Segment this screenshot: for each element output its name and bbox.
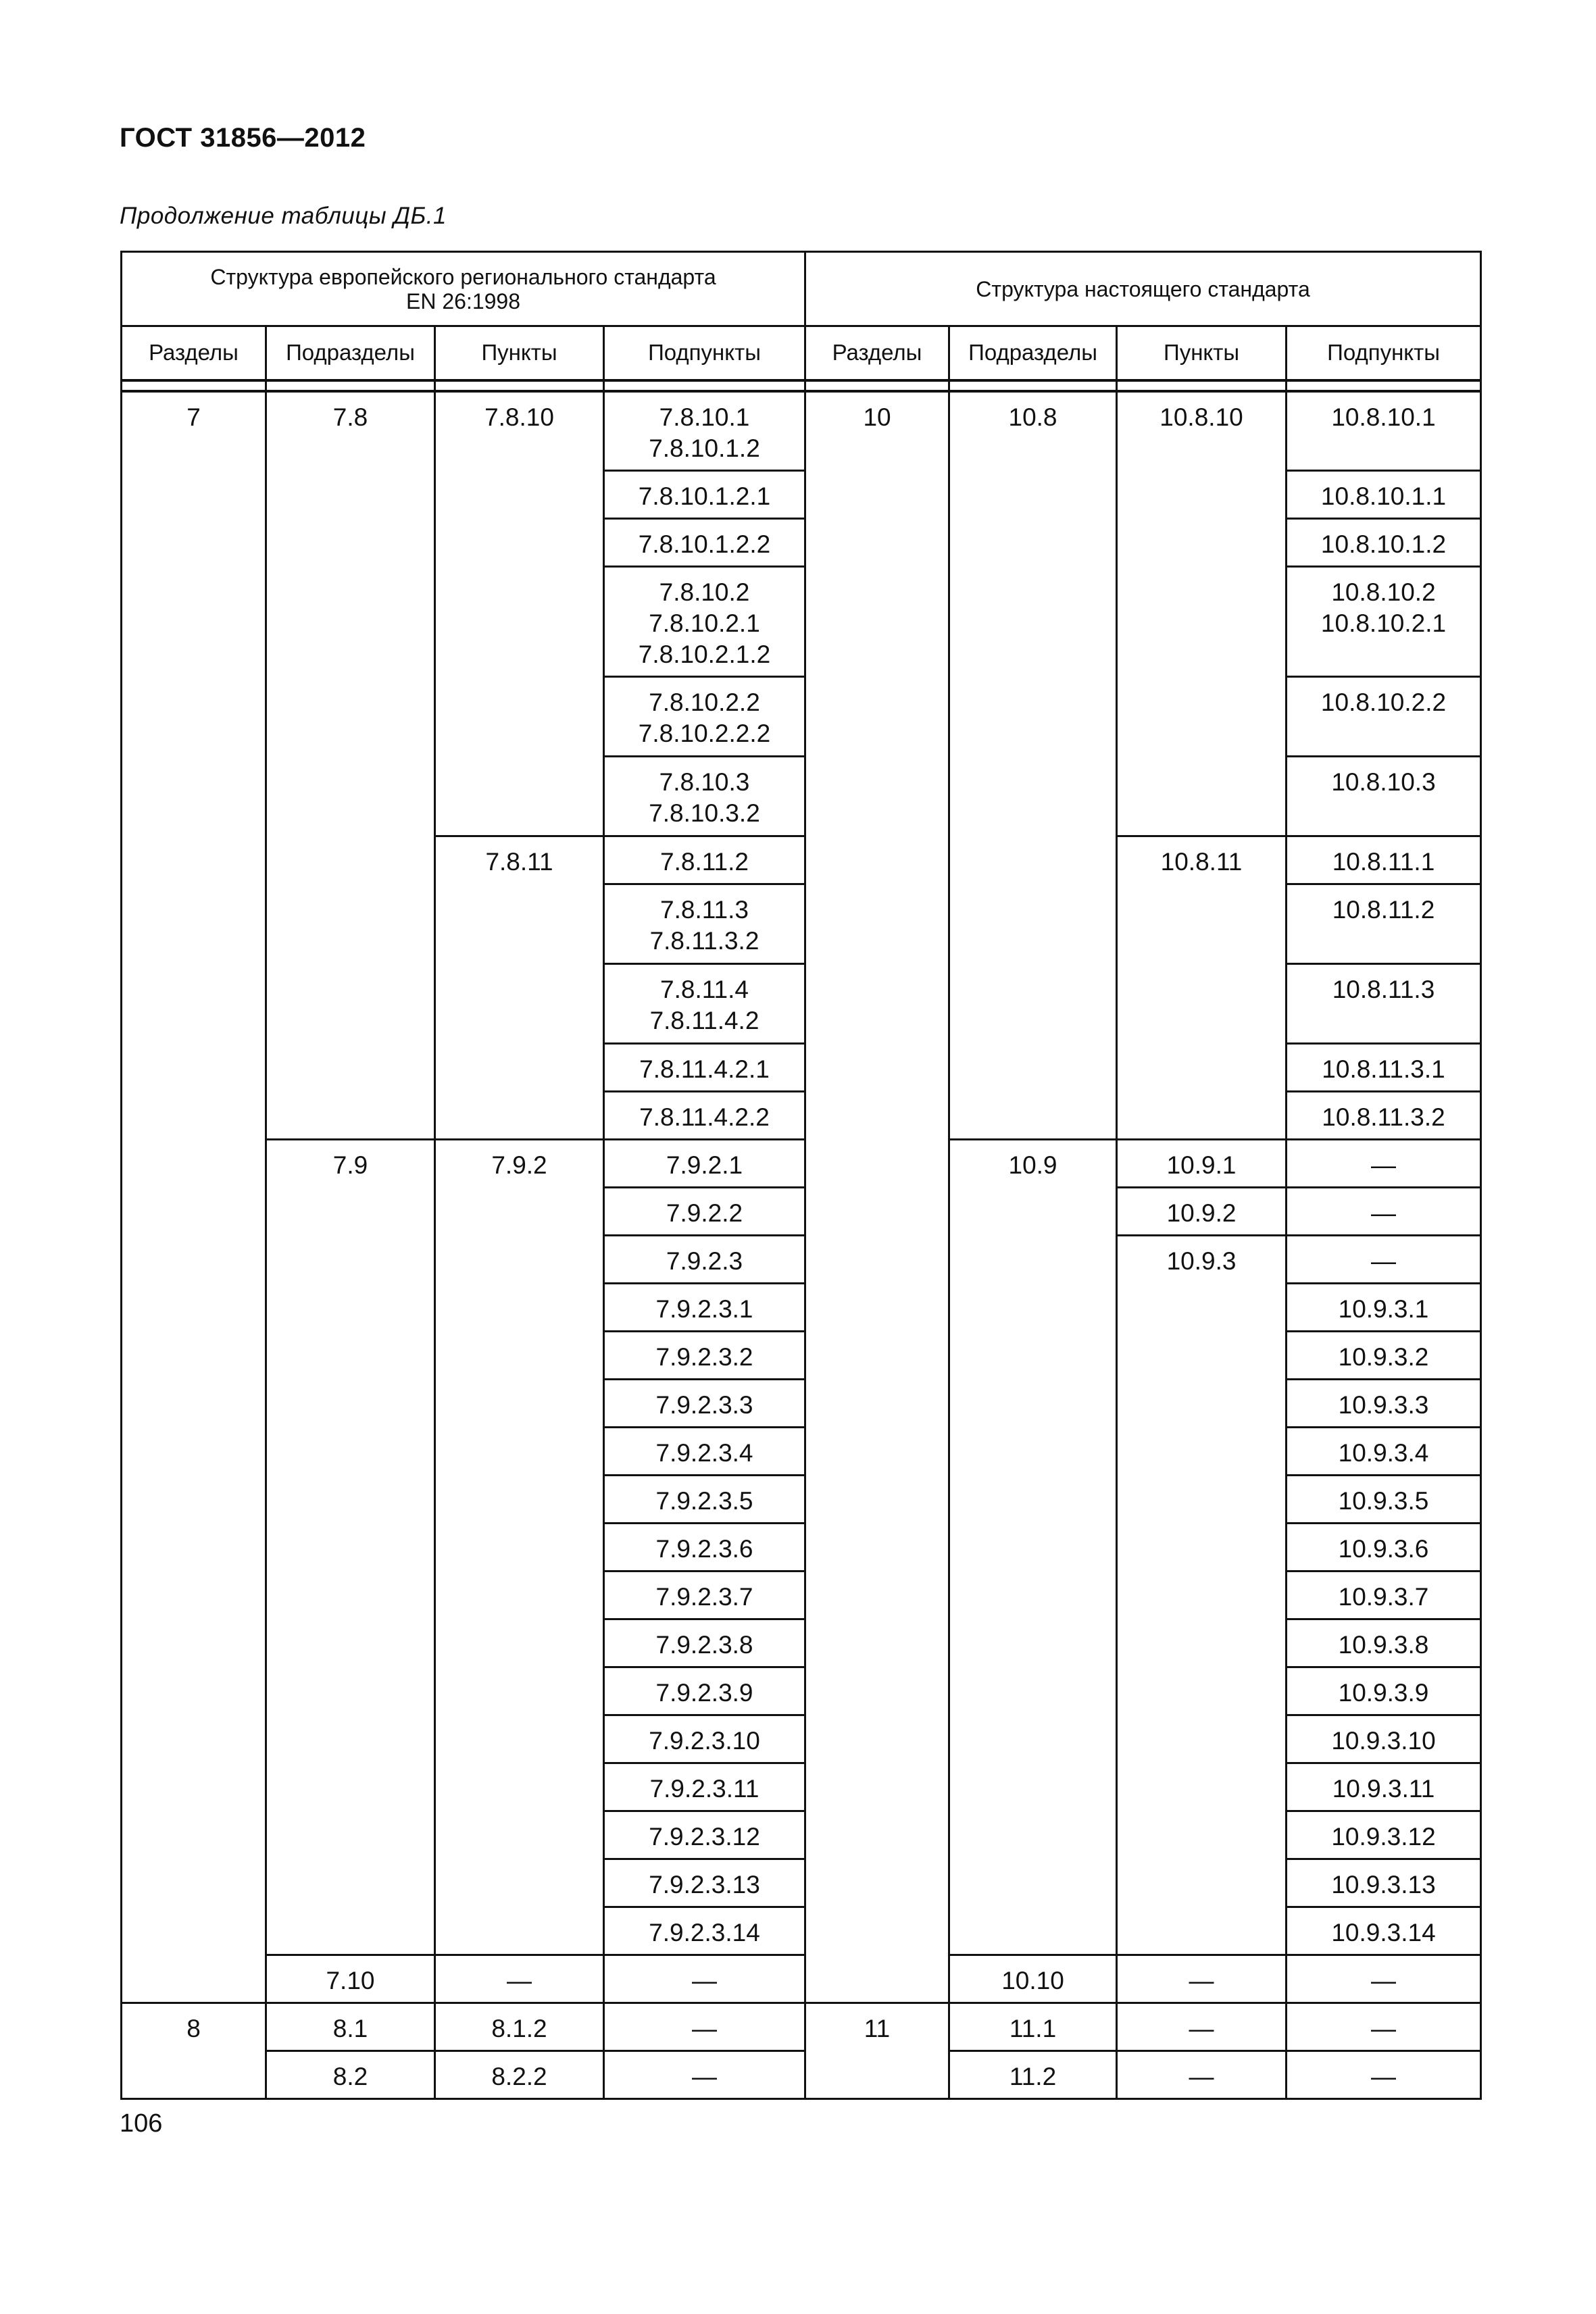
- local-subsection-cell: 11.1: [949, 2003, 1117, 2051]
- eu-subclause-cell: 7.9.2.3: [604, 1236, 805, 1284]
- col-header-eu-sections: Разделы: [122, 326, 266, 380]
- header-group-local: Структура настоящего стандарта: [805, 252, 1481, 326]
- table-row: [122, 1140, 1481, 1188]
- eu-subsection-cell: 7.10: [266, 1955, 435, 2003]
- local-subclause-cell: 10.8.11.3: [1287, 964, 1481, 1044]
- eu-subclause-cell: 7.8.11.4 7.8.11.4.2: [604, 964, 805, 1044]
- col-header-eu-subsections: Подразделы: [266, 326, 435, 380]
- eu-subclause-cell: 7.8.10.1.2.1: [604, 471, 805, 519]
- local-subclause-cell: 10.9.3.5: [1287, 1476, 1481, 1524]
- local-subsection-cell: 10.9: [949, 1140, 1117, 1955]
- local-clause-cell: 10.8.11: [1117, 836, 1287, 1140]
- local-clause-cell: 10.9.3: [1117, 1236, 1287, 1955]
- eu-subclause-cell: 7.8.10.2 7.8.10.2.1 7.8.10.2.1.2: [604, 567, 805, 677]
- local-subclause-cell: 10.9.3.12: [1287, 1811, 1481, 1859]
- local-subclause-cell: 10.9.3.9: [1287, 1667, 1481, 1715]
- eu-clause-cell: 7.8.10: [435, 391, 604, 836]
- eu-subclause-cell: 7.8.11.2: [604, 836, 805, 884]
- local-clause-cell: —: [1117, 2051, 1287, 2099]
- local-subclause-cell: —: [1287, 1955, 1481, 2003]
- eu-subclause-cell: 7.9.2.3.3: [604, 1380, 805, 1428]
- local-subclause-cell: 10.9.3.6: [1287, 1524, 1481, 1571]
- local-subsection-cell: 10.10: [949, 1955, 1117, 2003]
- col-header-local-sections: Разделы: [805, 326, 949, 380]
- page-number: 106: [120, 2109, 163, 2138]
- local-clause-cell: —: [1117, 1955, 1287, 2003]
- header-group-european: Структура европейского регионального стандарта EN 26:1998: [122, 252, 805, 326]
- eu-subclause-cell: 7.9.2.3.5: [604, 1476, 805, 1524]
- header-separator: [122, 380, 1481, 391]
- local-subclause-cell: 10.8.10.1.1: [1287, 471, 1481, 519]
- local-subclause-cell: 10.9.3.10: [1287, 1715, 1481, 1763]
- col-header-eu-clauses: Пункты: [435, 326, 604, 380]
- table-row: [122, 391, 1481, 471]
- table-row: [122, 2003, 1481, 2051]
- eu-section-cell: 8: [122, 2003, 266, 2099]
- eu-subclause-cell: —: [604, 2051, 805, 2099]
- local-subclause-cell: 10.8.11.1: [1287, 836, 1481, 884]
- eu-clause-cell: —: [435, 1955, 604, 2003]
- eu-subclause-cell: 7.8.11.4.2.1: [604, 1044, 805, 1092]
- eu-subclause-cell: 7.9.2.3.14: [604, 1907, 805, 1955]
- local-subclause-cell: —: [1287, 2003, 1481, 2051]
- local-subclause-cell: 10.9.3.3: [1287, 1380, 1481, 1428]
- eu-subclause-cell: —: [604, 2003, 805, 2051]
- eu-clause-cell: 8.2.2: [435, 2051, 604, 2099]
- local-subclause-cell: 10.8.10.2.2: [1287, 677, 1481, 757]
- local-clause-cell: 10.9.1: [1117, 1140, 1287, 1188]
- local-subclause-cell: 10.8.10.2 10.8.10.2.1: [1287, 567, 1481, 677]
- local-subclause-cell: 10.8.10.1.2: [1287, 519, 1481, 567]
- eu-subclause-cell: 7.8.11.4.2.2: [604, 1092, 805, 1140]
- local-clause-cell: —: [1117, 2003, 1287, 2051]
- local-subclause-cell: 10.8.10.3: [1287, 757, 1481, 836]
- eu-subclause-cell: 7.9.2.3.9: [604, 1667, 805, 1715]
- eu-subclause-cell: 7.9.2.3.2: [604, 1332, 805, 1380]
- eu-subclause-cell: —: [604, 1955, 805, 2003]
- local-subclause-cell: 10.8.10.1: [1287, 391, 1481, 471]
- eu-subclause-cell: 7.9.2.3.13: [604, 1859, 805, 1907]
- eu-subsection-cell: 7.8: [266, 391, 435, 1140]
- local-subclause-cell: 10.9.3.14: [1287, 1907, 1481, 1955]
- local-subclause-cell: 10.9.3.13: [1287, 1859, 1481, 1907]
- local-subclause-cell: 10.9.3.8: [1287, 1619, 1481, 1667]
- eu-subclause-cell: 7.9.2.3.6: [604, 1524, 805, 1571]
- local-section-cell: 10: [805, 391, 949, 2003]
- local-subsection-cell: 11.2: [949, 2051, 1117, 2099]
- col-header-local-subsections: Подразделы: [949, 326, 1117, 380]
- local-subclause-cell: 10.8.11.2: [1287, 884, 1481, 964]
- eu-subclause-cell: 7.8.10.2.2 7.8.10.2.2.2: [604, 677, 805, 757]
- eu-subclause-cell: 7.9.2.3.7: [604, 1571, 805, 1619]
- eu-subclause-cell: 7.9.2.3.1: [604, 1284, 805, 1332]
- document-title: ГОСТ 31856—2012: [120, 123, 366, 153]
- local-subclause-cell: —: [1287, 2051, 1481, 2099]
- eu-clause-cell: 8.1.2: [435, 2003, 604, 2051]
- table-row: [122, 1955, 1481, 2003]
- eu-subsection-cell: 8.1: [266, 2003, 435, 2051]
- eu-subsection-cell: 7.9: [266, 1140, 435, 1955]
- local-subclause-cell: 10.9.3.7: [1287, 1571, 1481, 1619]
- eu-subclause-cell: 7.8.11.3 7.8.11.3.2: [604, 884, 805, 964]
- local-subclause-cell: 10.8.11.3.1: [1287, 1044, 1481, 1092]
- local-subclause-cell: 10.9.3.1: [1287, 1284, 1481, 1332]
- eu-subclause-cell: 7.9.2.3.4: [604, 1428, 805, 1476]
- eu-subclause-cell: 7.9.2.3.8: [604, 1619, 805, 1667]
- col-header-local-subclauses: Подпункты: [1287, 326, 1481, 380]
- local-subsection-cell: 10.8: [949, 391, 1117, 1140]
- eu-subclause-cell: 7.9.2.3.11: [604, 1763, 805, 1811]
- eu-subclause-cell: 7.8.10.1 7.8.10.1.2: [604, 391, 805, 471]
- eu-subclause-cell: 7.9.2.3.12: [604, 1811, 805, 1859]
- table-caption: Продолжение таблицы ДБ.1: [120, 203, 447, 229]
- eu-subsection-cell: 8.2: [266, 2051, 435, 2099]
- local-subclause-cell: —: [1287, 1236, 1481, 1284]
- structure-comparison-table: [120, 251, 1482, 2100]
- eu-clause-cell: 7.9.2: [435, 1140, 604, 1955]
- local-clause-cell: 10.9.2: [1117, 1188, 1287, 1236]
- local-subclause-cell: —: [1287, 1188, 1481, 1236]
- eu-subclause-cell: 7.9.2.1: [604, 1140, 805, 1188]
- eu-section-cell: 7: [122, 391, 266, 2003]
- table-row: [122, 2051, 1481, 2099]
- eu-subclause-cell: 7.8.10.1.2.2: [604, 519, 805, 567]
- eu-clause-cell: 7.8.11: [435, 836, 604, 1140]
- local-subclause-cell: 10.9.3.11: [1287, 1763, 1481, 1811]
- eu-subclause-cell: 7.9.2.3.10: [604, 1715, 805, 1763]
- local-subclause-cell: —: [1287, 1140, 1481, 1188]
- eu-subclause-cell: 7.8.10.3 7.8.10.3.2: [604, 757, 805, 836]
- eu-subclause-cell: 7.9.2.2: [604, 1188, 805, 1236]
- local-subclause-cell: 10.9.3.4: [1287, 1428, 1481, 1476]
- col-header-eu-subclauses: Подпункты: [604, 326, 805, 380]
- local-subclause-cell: 10.8.11.3.2: [1287, 1092, 1481, 1140]
- local-subclause-cell: 10.9.3.2: [1287, 1332, 1481, 1380]
- local-clause-cell: 10.8.10: [1117, 391, 1287, 836]
- local-section-cell: 11: [805, 2003, 949, 2099]
- col-header-local-clauses: Пункты: [1117, 326, 1287, 380]
